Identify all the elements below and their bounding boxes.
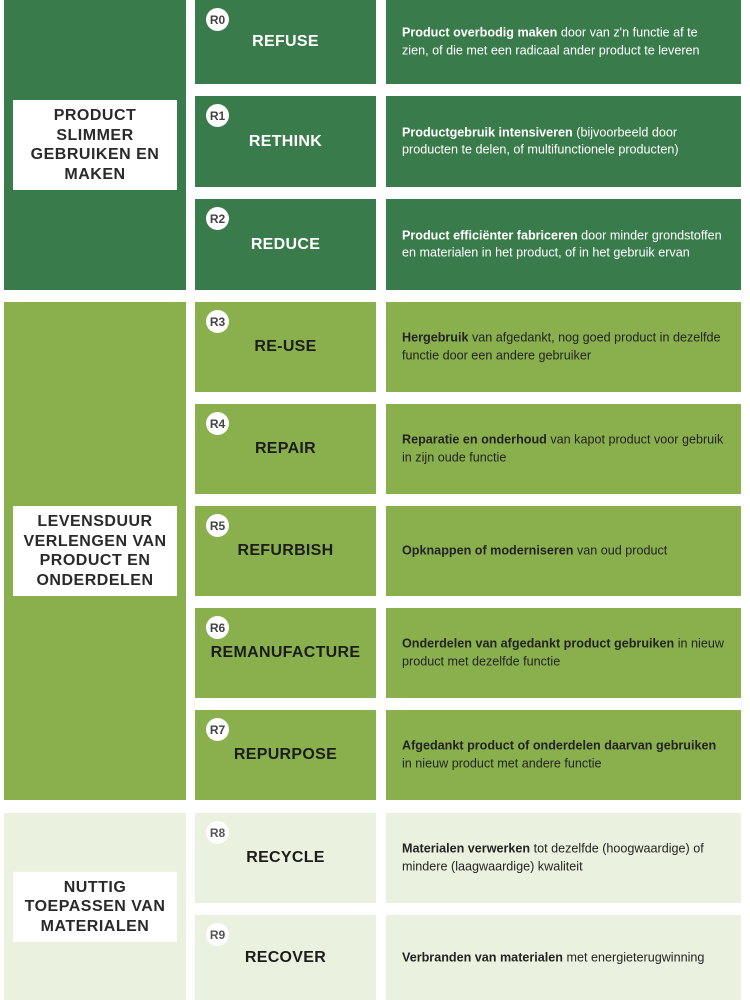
r-strategy-name: RECYCLE (246, 849, 325, 866)
r-description (402, 432, 727, 467)
r-description-rest: (bijvoorbeeld door producten te delen, of multifunctionele producten) (402, 125, 679, 157)
r-strategy-name: REFUSE (252, 33, 319, 50)
r-description-box-r3 (386, 302, 741, 392)
r-strategy-name: RE-USE (254, 338, 317, 355)
r-description-rest: door minder grondstoffen en materialen in het product, of in het gebruik ervan (402, 228, 722, 260)
group-levensduur-verlengen (4, 302, 186, 800)
r-description-box-r7 (386, 710, 741, 800)
r-name-box-r1 (195, 96, 376, 187)
r-description-rest: tot dezelfde (hoogwaardige) of mindere (laagwaardige) kwaliteit (402, 841, 704, 873)
r-strategy-name: REMANUFACTURE (210, 644, 361, 661)
group-nuttig-toepassen (4, 813, 186, 1000)
r-code-badge: R2 (206, 207, 229, 230)
r-description (402, 949, 727, 967)
r-description-bold: Verbranden van materialen (402, 949, 563, 964)
r-description-bold: Materialen verwerken (402, 841, 531, 856)
r-description-box-r4 (386, 404, 741, 494)
r-description-bold: Opknappen of moderniseren (402, 543, 574, 558)
group-product-slimmer (4, 0, 186, 290)
r-description-box-r9 (386, 915, 741, 1000)
r-strategy-name: REPAIR (254, 440, 317, 457)
r-description-bold: Productgebruik intensiveren (402, 125, 573, 139)
r-description-rest: van afgedankt, nog goed product in dezelfde functie door een andere gebruiker (402, 330, 721, 362)
r-name-box-r0 (195, 0, 376, 84)
r-description-rest: van oud product (573, 543, 668, 558)
r-strategy-name: REDUCE (250, 235, 321, 253)
r-code-badge: R5 (206, 514, 229, 537)
r-name-box-r2 (195, 199, 376, 290)
r-description (402, 227, 727, 262)
r-code-badge: R7 (206, 718, 229, 741)
r-strategy-name: REPURPOSE (233, 746, 338, 763)
r-description (402, 25, 727, 60)
r-description (402, 636, 727, 671)
group-label: NUTTIG TOEPASSEN VAN MATERIALEN (13, 871, 177, 942)
r-code-badge: R1 (206, 104, 229, 127)
r-description-box-r5 (386, 506, 741, 596)
r-description (402, 738, 727, 773)
r-description-rest: in nieuw product met andere functie (402, 756, 602, 770)
r-strategy-name: REFURBISH (237, 542, 334, 559)
r-description-bold: Hergebruik (402, 330, 469, 345)
r-name-box-r4 (195, 404, 376, 494)
r-code-badge: R4 (206, 412, 229, 435)
r-code-badge: R6 (206, 616, 229, 639)
r-description-rest: van kapot product voor gebruik in zijn oude functie (402, 432, 724, 464)
r-code-badge: R9 (206, 923, 229, 946)
r-description-box-r2 (386, 199, 741, 290)
r-description-bold: Afgedankt product of onderdelen daarvan gebruiken (402, 738, 717, 753)
r-description-bold: Reparatie en onderhoud (402, 432, 547, 447)
r-description-bold: Product efficiënter fabriceren (402, 228, 578, 242)
group-label: LEVENSDUUR VERLENGEN VAN PRODUCT EN ONDERDELEN (13, 506, 177, 596)
r-description-rest: door van z'n functie af te zien, of die met een radicaal ander product te leveren (402, 25, 700, 57)
r-description (402, 542, 727, 560)
r-strategy-name: RETHINK (248, 132, 323, 150)
r-description-bold: Product overbodig maken (402, 25, 558, 40)
r-name-box-r8 (195, 813, 376, 903)
r-description-box-r1 (386, 96, 741, 187)
group-label: PRODUCT SLIMMER GEBRUIKEN EN MAKEN (13, 100, 177, 190)
r-description-bold: Onderdelen van afgedankt product gebruiken (402, 636, 675, 651)
r-name-box-r5 (195, 506, 376, 596)
r-description-rest: in nieuw product met dezelfde functie (402, 636, 724, 668)
r-strategy-name: RECOVER (244, 948, 327, 966)
r-name-box-r3 (195, 302, 376, 392)
r-description (402, 124, 727, 159)
r-description-box-r8 (386, 813, 741, 903)
r-name-box-r7 (195, 710, 376, 800)
r-description (402, 330, 727, 365)
r-code-badge: R3 (206, 310, 229, 333)
r-code-badge: R8 (206, 821, 229, 844)
r-description (402, 841, 727, 876)
r-code-badge: R0 (206, 8, 229, 31)
r-description-box-r6 (386, 608, 741, 698)
r-name-box-r6 (195, 608, 376, 698)
r-description-rest: met energieterugwinning (563, 949, 705, 964)
r-description-box-r0 (386, 0, 741, 84)
r-name-box-r9 (195, 915, 376, 1000)
